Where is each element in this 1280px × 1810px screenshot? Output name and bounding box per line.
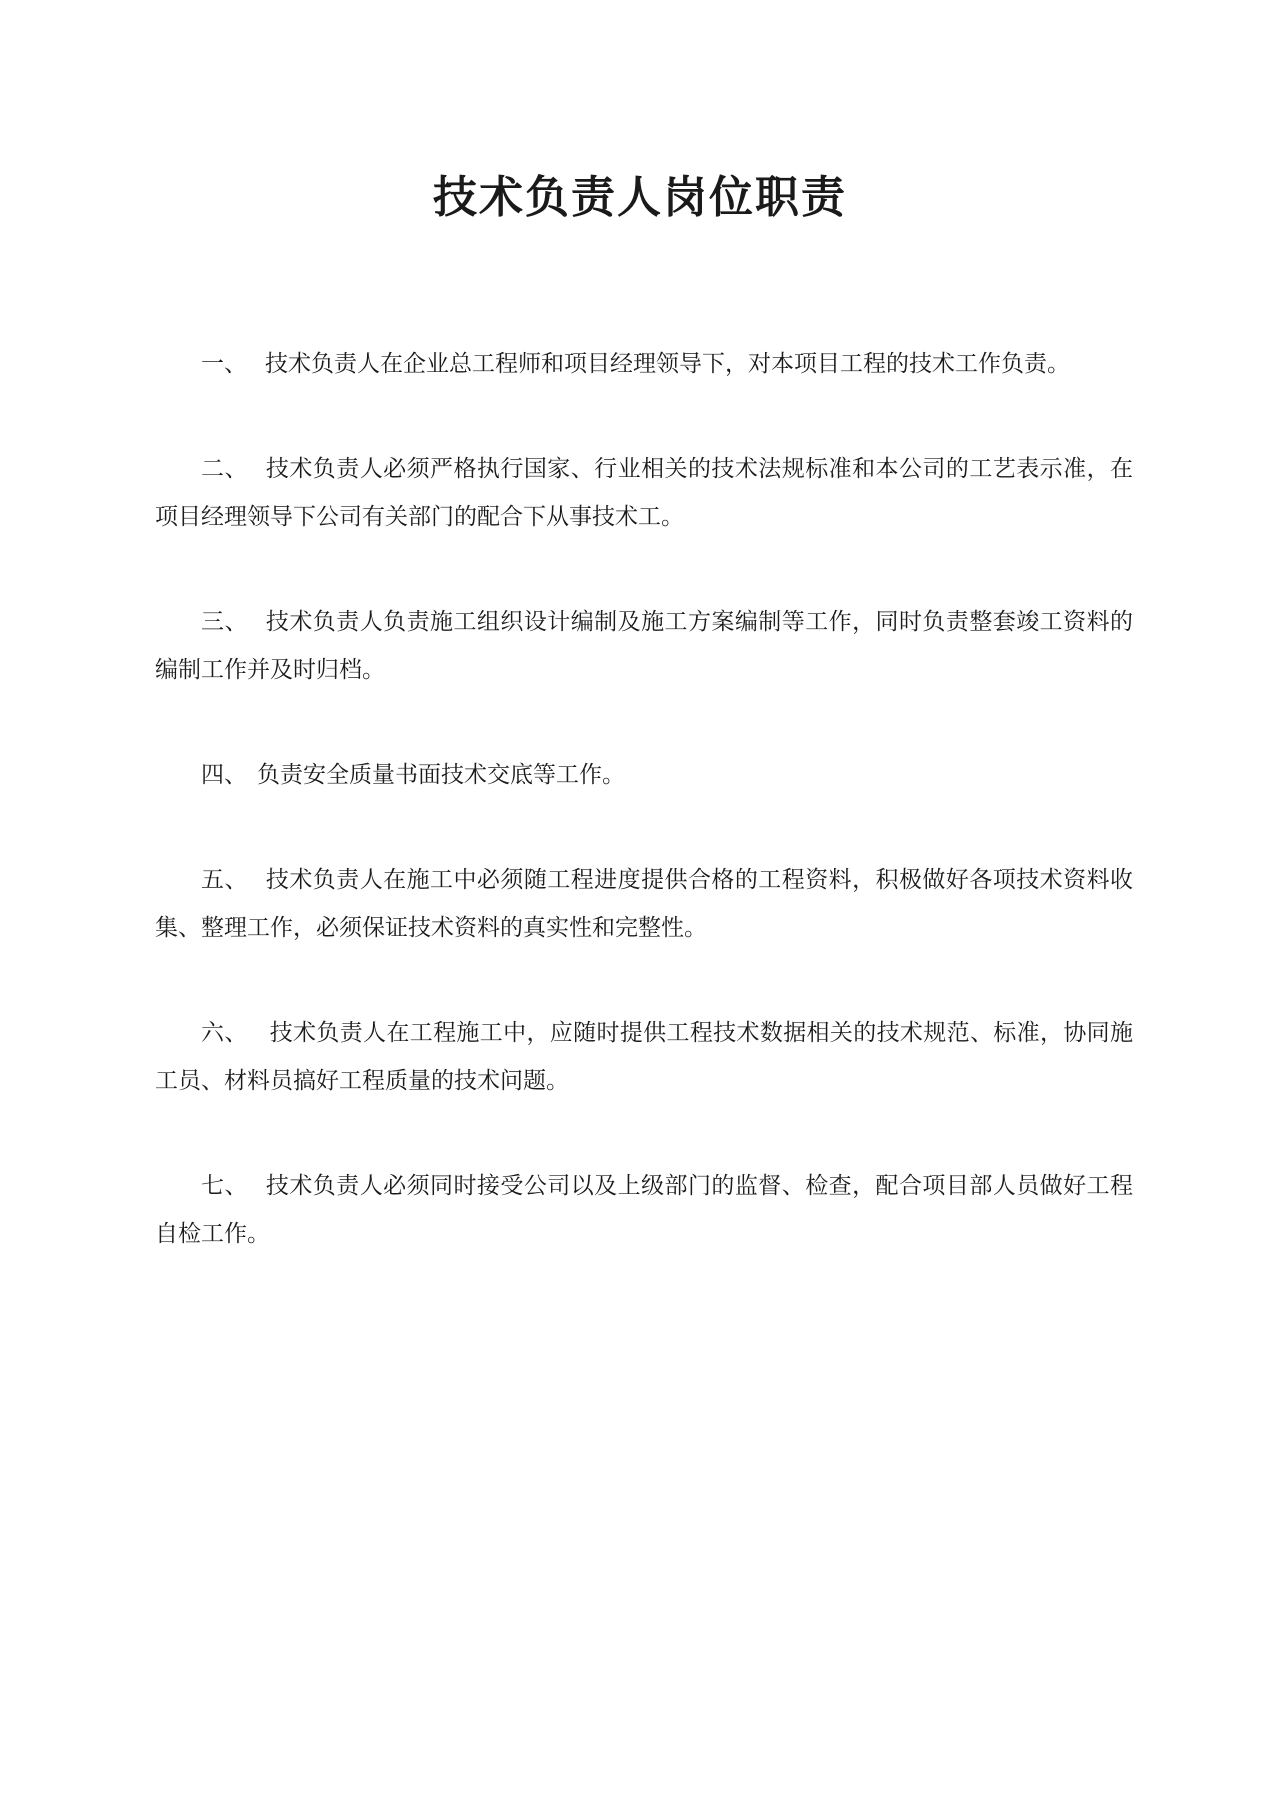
paragraph-number: 一、 — [201, 351, 247, 377]
paragraph-7 — [155, 1162, 1133, 1258]
paragraph-3 — [155, 598, 1133, 694]
paragraph-number: 五、 — [201, 867, 248, 893]
paragraph-text: 负责安全质量书面技术交底等工作。 — [257, 762, 625, 788]
paragraph-text: 技术负责人必须同时接受公司以及上级部门的监督、检查，配合项目部人员做好工程自检工作。 — [155, 1173, 1134, 1247]
paragraph-number: 六、 — [201, 1020, 248, 1046]
paragraph-6 — [155, 1009, 1133, 1105]
paragraph-number: 七、 — [201, 1173, 248, 1199]
paragraph-text: 技术负责人负责施工组织设计编制及施工方案编制等工作，同时负责整套竣工资料的编制工作并及时归档。 — [155, 609, 1134, 683]
paragraph-number: 四、 — [201, 762, 247, 788]
paragraph-text: 技术负责人在工程施工中，应随时提供工程技术数据相关的技术规范、标准，协同施工员、材料员搞好工程质量的技术问题。 — [155, 1020, 1134, 1094]
paragraph-text: 技术负责人在施工中必须随工程进度提供合格的工程资料，积极做好各项技术资料收集、整理工作，必须保证技术资料的真实性和完整性。 — [155, 867, 1134, 941]
paragraph-5 — [155, 856, 1133, 952]
paragraph-text: 技术负责人在企业总工程师和项目经理领导下，对本项目工程的技术工作负责。 — [265, 351, 1070, 377]
paragraph-2 — [155, 445, 1133, 541]
paragraph-number: 三、 — [201, 609, 248, 635]
paragraph-1 — [155, 340, 1133, 388]
document-body — [155, 340, 1133, 1315]
paragraph-text: 技术负责人必须严格执行国家、行业相关的技术法规标准和本公司的工艺表示准，在项目经理领导下公司有关部门的配合下从事技术工。 — [155, 456, 1134, 530]
paragraph-number: 二、 — [201, 456, 248, 482]
document-title: 技术负责人岗位职责 — [433, 172, 847, 223]
paragraph-4 — [155, 751, 1133, 799]
